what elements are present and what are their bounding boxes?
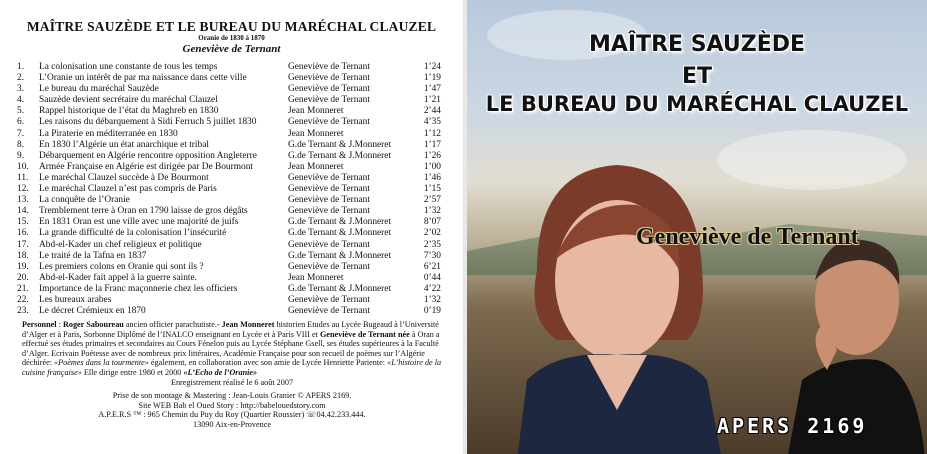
front-author: Geneviève de Ternant [636,224,859,250]
front-title-line-1: MAÎTRE SAUZÈDE [588,32,806,57]
track-number: 2. [17,73,25,84]
track-duration: 0’19 [423,306,441,317]
track-author: Geneviève de Ternant [288,73,370,84]
track-row [17,95,447,106]
track-duration: 1’46 [423,172,441,183]
track-author: G.de Ternant & J.Monneret [288,217,392,228]
track-title: Les bureaux arabes [39,294,112,305]
track-duration: 1’12 [423,128,441,139]
track-title: En 1831 Oran est une ville avec une majorité de juifs [39,217,239,228]
track-author: Jean Monneret [288,106,344,117]
track-title: Les raisons du débarquement à Sidi Ferruch 5 juillet 1830 [39,117,257,128]
track-author: Geneviève de Ternant [288,239,370,250]
track-duration: 1’32 [423,294,441,305]
personnel-label: Personnel [22,320,57,329]
track-number: 22. [17,294,29,305]
track-duration: 1’15 [423,184,441,195]
track-row [17,117,447,128]
credits-text: à Oran a effectué ses études primaires et secondaires au Cours Fénelon puis au Lycée Stéphane Gsell, ses études supérieures à la Faculté d’Alger. Ecrivain Poétesse avec de nombreux prix littéraires, Académie Française pour son recueil de poèmes sur l’Algérie déchirée: [22,329,440,368]
track-duration: 1’17 [423,139,441,150]
portrait-woman-image [497,150,727,454]
front-cover [467,0,927,454]
track-duration: 1’47 [423,84,441,95]
back-cover [0,0,463,454]
track-title: En 1830 l’Algérie un état anarchique et tribal [39,139,209,150]
track-number: 18. [17,250,29,261]
track-number: 4. [17,95,25,106]
track-author: G.de Ternant & J.Monneret [288,250,392,261]
track-number: 14. [17,206,29,217]
track-number: 9. [17,150,25,161]
address-line: A.P.E.R.S ™ : 965 Chemin du Puy du Roy (Quartier Roussier) ☏04.42.233.444. [98,410,366,420]
track-author: G.de Ternant & J.Monneret [288,228,392,239]
track-number: 15. [17,217,29,228]
track-row [17,73,447,84]
track-title: Le maréchal Clauzel succède à De Bourmont [39,172,209,183]
track-duration: 1’24 [423,62,441,72]
track-duration: 2’35 [423,239,441,250]
track-duration: 1’26 [423,150,441,161]
track-title: Débarquement en Algérie rencontre opposition Angleterre [39,150,257,161]
track-number: 23. [17,306,29,317]
front-title-line-2: ET [681,64,713,89]
track-list [17,62,447,317]
track-title: La conquête de l’Oranie [39,195,130,206]
track-row [17,228,447,239]
track-number: 16. [17,228,29,239]
track-title: La Piraterie en méditerranée en 1830 [39,128,178,139]
track-title: La grande difficulté de la colonisation l’insécurité [39,228,227,239]
track-row [17,251,447,262]
credit-name-3: Geneviève de Ternant née [319,329,410,339]
track-duration: 7’30 [423,250,441,261]
track-author: Geneviève de Ternant [288,261,370,272]
track-number: 5. [17,106,25,117]
credits-text: Elle dirige entre 1980 et 2000 [81,367,184,377]
track-title: Le bureau du maréchal Sauzède [39,84,159,95]
track-title: Le maréchal Clauzel n’est pas compris de Paris [39,184,217,195]
track-number: 19. [17,261,29,272]
track-row [17,173,447,184]
track-duration: 2’44 [423,106,441,117]
track-author: G.de Ternant & J.Monneret [288,139,392,150]
track-number: 8. [17,139,25,150]
track-number: 3. [17,84,25,95]
track-row [17,217,447,228]
track-author: Jean Monneret [288,272,344,283]
track-number: 17. [17,239,29,250]
track-row [17,151,447,162]
track-duration: 2’57 [423,195,441,206]
track-author: G.de Ternant & J.Monneret [288,283,392,294]
track-number: 12. [17,184,29,195]
back-author: Geneviève de Ternant [182,43,281,55]
track-title: Rappel historique de l’état du Maghreb en 1830 [39,106,219,117]
track-title: Sauzède devient secrétaire du maréchal Clauzel [39,95,218,106]
track-number: 1. [17,62,25,72]
track-duration: 6’21 [423,261,441,272]
track-row [17,262,447,273]
track-duration: 8’07 [423,217,441,228]
track-number: 21. [17,283,29,294]
track-author: Geneviève de Ternant [288,195,370,206]
back-title: MAÎTRE SAUZÈDE ET LE BUREAU DU MARÉCHAL CLAUZEL [26,19,437,34]
track-row [17,206,447,217]
track-author: Geneviève de Ternant [288,294,370,305]
credit-name-1: Roger Saboureau [62,320,124,329]
track-duration: 2’02 [423,228,441,239]
front-title-line-3: LE BUREAU DU MARÉCHAL CLAUZEL [485,92,909,116]
work-title-2: «L’histoire de la cuisine française» [22,358,442,377]
track-title: Importance de la Franc maçonnerie chez les officiers [39,283,238,294]
track-author: Geneviève de Ternant [288,306,370,317]
track-title: Tremblement terre à Oran en 1790 laisse de gros dégâts [39,206,248,217]
track-duration: 4’35 [423,117,441,128]
track-duration: 1’00 [423,161,441,172]
track-duration: 1’21 [423,95,441,106]
track-row [17,195,447,206]
track-row [17,129,447,140]
track-author: Jean Monneret [288,128,344,139]
track-title: Abd-el-Kader fait appel à la guerre sainte. [39,272,197,283]
track-number: 7. [17,128,25,139]
track-title: Abd-el-Kader un chef religieux et politique [39,239,202,250]
track-row [17,184,447,195]
track-row [17,140,447,151]
track-row [17,284,447,295]
track-author: Geneviève de Ternant [288,172,370,183]
track-author: G.de Ternant & J.Monneret [288,150,392,161]
track-row [17,240,447,251]
track-row [17,295,447,306]
track-duration: 0’44 [423,272,441,283]
track-title: Les premiers colons en Oranie qui sont ils ? [39,261,204,272]
track-title: Le décret Crémieux en 1870 [39,306,146,317]
track-duration: 4’22 [423,283,441,294]
track-duration: 1’32 [423,206,441,217]
track-author: Jean Monneret [288,161,344,172]
track-author: Geneviève de Ternant [288,95,370,106]
track-author: Geneviève de Ternant [288,206,370,217]
catalog-number: APERS 2169 [717,414,868,438]
track-title: L’Oranie un intérêt de par ma naissance dans cette ville [39,73,247,84]
track-title: Le traité de la Tafna en 1837 [39,250,147,261]
city-line: 13090 Aix-en-Provence [193,419,271,429]
track-row [17,273,447,284]
track-author: Geneviève de Ternant [288,117,370,128]
credits-block [22,320,442,430]
track-row [17,106,447,117]
track-row [17,84,447,95]
credits-text: : [56,320,63,329]
work-title-1: «Poèmes dans la tourmente» [54,358,149,368]
track-author: Geneviève de Ternant [288,84,370,95]
work-title-3: «L’Echo de l’Oranie» [183,367,258,377]
track-row [17,306,447,317]
track-duration: 1’19 [423,73,441,84]
back-subtitle: Oranie de 1830 à 1870 [198,34,265,42]
track-number: 13. [17,195,29,206]
credits-text: également, en collaboration avec son amie de Lycée Henriette Pariente: [148,358,388,368]
track-author: Geneviève de Ternant [288,62,370,72]
track-number: 11. [17,172,29,183]
personnel-paragraph [22,320,442,378]
cloud-shape [717,130,907,190]
track-number: 20. [17,272,29,283]
credit-name-2: Jean Monneret [221,320,275,329]
credits-text: historien Etudes au Lycée Bugeaud à l’Université d’Alger et à Paris, Sorbonne Diplômé de l’INALCO enseignant en Lycée et à Paris VIII et [22,320,439,339]
production-credit: Prise de son montage & Mastering : Jean-Louis Granier © APERS 2169. [112,391,352,401]
website-line: Site WEB Bab el Oued Story : http://babelouedstory.com [138,400,326,410]
track-number: 10. [17,161,29,172]
track-number: 6. [17,117,25,128]
track-row [17,162,447,173]
track-title: La colonisation une constante de tous les temps [39,62,218,72]
recording-date: Enregistrement réalisé le 6 août 2007 [170,377,294,387]
credits-text: ancien officier parachutiste.- [123,320,222,329]
track-row [17,62,447,73]
track-author: Geneviève de Ternant [288,184,370,195]
track-title: Armée Française en Algérie est dirigée par De Bourmont [39,161,253,172]
